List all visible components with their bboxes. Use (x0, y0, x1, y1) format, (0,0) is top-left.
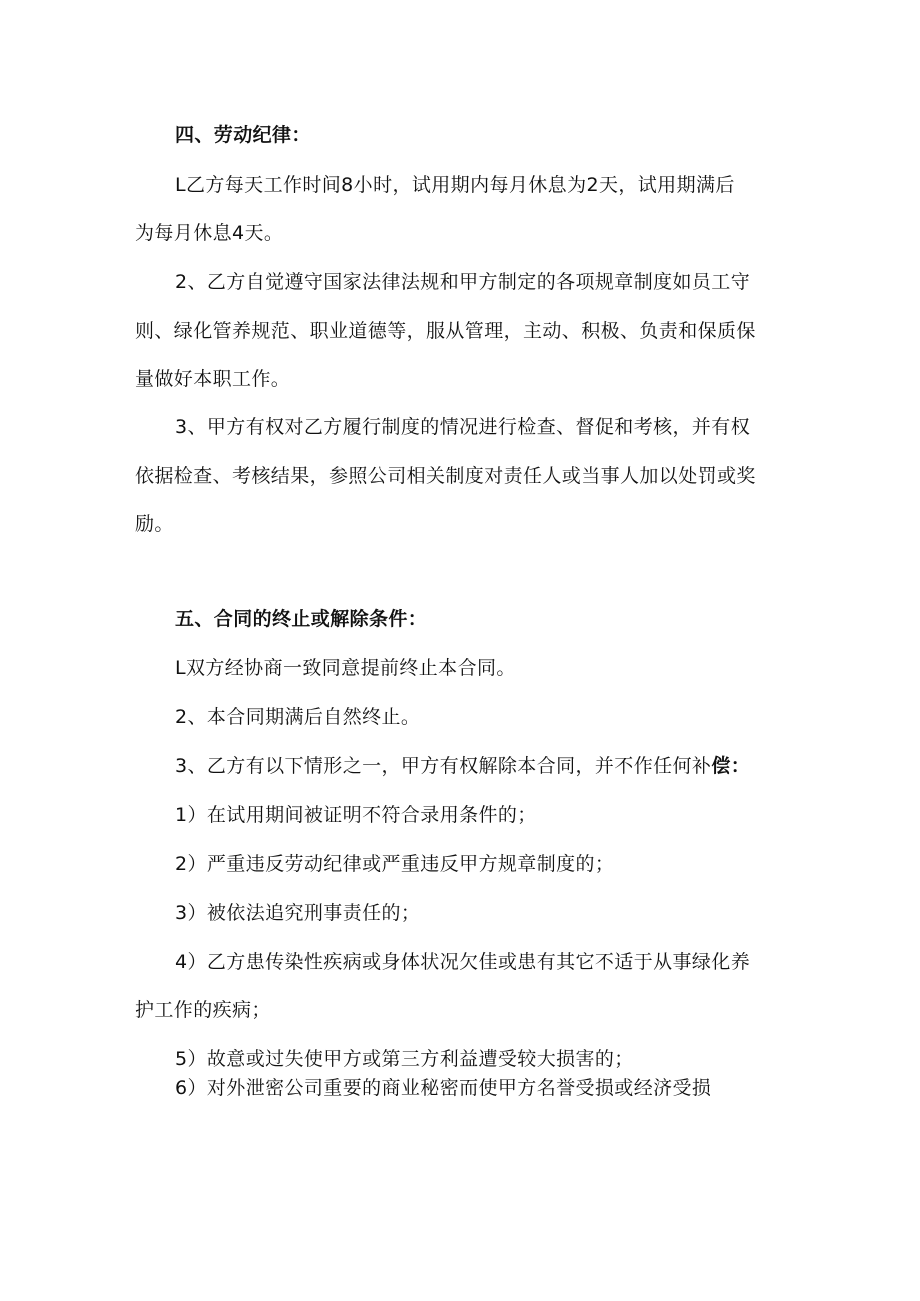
section-5-sub-5: 5）故意或过失使甲方或第三方利益遭受较大损害的； (175, 1048, 634, 1070)
section-4-item-2-line-2: 则、绿化管养规范、职业道德等，服从管理，主动、积极、负责和保质保 (135, 320, 756, 342)
section-4-item-1-line-2: 为每月休息4天。 (135, 222, 284, 244)
section-4-heading: 四、劳动纪律： (175, 124, 311, 146)
section-5-sub-3: 3）被依法追究刑事责任的； (175, 902, 421, 924)
section-5-item-2: 2、本合同期满后自然终止。 (175, 706, 421, 728)
section-4-item-3-line-2: 依据检查、考核结果，参照公司相关制度对责任人或当事人加以处罚或奖 (135, 465, 756, 487)
section-5-item-3 (175, 754, 750, 778)
section-4-item-2-line-1: 2、乙方自觉遵守国家法律法规和甲方制定的各项规章制度如员工守 (175, 271, 751, 293)
section-5-sub-6: 6）对外泄密公司重要的商业秘密而使甲方名誉受损或经济受损 (175, 1077, 712, 1099)
section-5-heading: 五、合同的终止或解除条件： (175, 608, 428, 630)
section-5-sub-1: 1）在试用期间被证明不符合录用条件的； (175, 804, 537, 826)
section-4-item-2-line-3: 量做好本职工作。 (135, 368, 291, 390)
section-5-sub-4-line-1: 4）乙方患传染性疾病或身体状况欠佳或患有其它不适于从事绿化养 (175, 951, 751, 973)
section-5-sub-2: 2）严重违反劳动纪律或严重违反甲方规章制度的； (175, 853, 615, 875)
section-5-item-1: L双方经协商一致同意提前终止本合同。 (175, 657, 516, 679)
section-5-item-3-text: 3、乙方有以下情形之一，甲方有权解除本合同，并不作任何补 (175, 755, 712, 777)
section-5-item-3-bold: 偿： (711, 755, 751, 777)
section-4-item-3-line-3: 励。 (135, 513, 174, 535)
section-4-item-1-line-1: L乙方每天工作时间8小时，试用期内每月休息为2天，试用期满后 (175, 174, 735, 196)
section-5-sub-4-line-2: 护工作的疾病； (135, 999, 271, 1021)
section-4-item-3-line-1: 3、甲方有权对乙方履行制度的情况进行检查、督促和考核，并有权 (175, 416, 751, 438)
